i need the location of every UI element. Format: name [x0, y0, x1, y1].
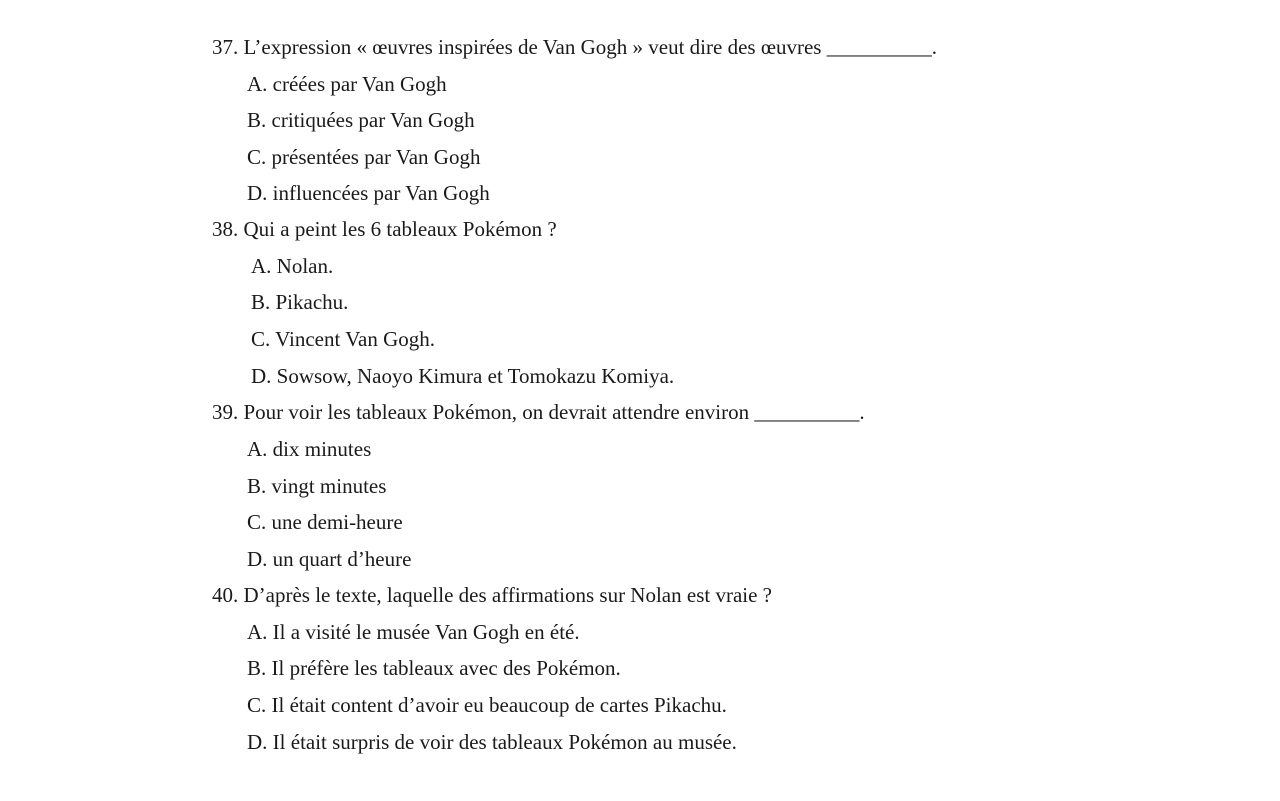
question-37: 37. L’expression « œuvres inspirées de Van Gogh » veut dire des œuvres __________. [212, 35, 937, 59]
question-40-option-a: A. Il a visité le musée Van Gogh en été. [247, 620, 580, 644]
question-37-option-c: C. présentées par Van Gogh [247, 145, 481, 169]
question-37-option-b: B. critiquées par Van Gogh [247, 108, 475, 132]
question-39-option-c: C. une demi-heure [247, 510, 403, 534]
question-38-option-d: D. Sowsow, Naoyo Kimura et Tomokazu Komiya. [251, 364, 675, 388]
question-39: 39. Pour voir les tableaux Pokémon, on devrait attendre environ __________. [212, 400, 865, 424]
question-38: 38. Qui a peint les 6 tableaux Pokémon ? [212, 217, 557, 241]
question-38-option-c: C. Vincent Van Gogh. [251, 327, 436, 351]
question-40: 40. D’après le texte, laquelle des affirmations sur Nolan est vraie ? [212, 583, 772, 607]
question-38-option-a: A. Nolan. [251, 254, 334, 278]
question-37-option-a: A. créées par Van Gogh [247, 72, 447, 96]
question-40-option-c: C. Il était content d’avoir eu beaucoup de cartes Pikachu. [247, 693, 727, 717]
question-37-option-d: D. influencées par Van Gogh [247, 181, 490, 205]
question-40-option-b: B. Il préfère les tableaux avec des Pokémon. [247, 656, 621, 680]
question-39-option-a: A. dix minutes [247, 437, 372, 461]
question-40-option-d: D. Il était surpris de voir des tableaux Pokémon au musée. [247, 730, 737, 754]
question-38-option-b: B. Pikachu. [251, 290, 349, 314]
question-39-option-d: D. un quart d’heure [247, 547, 412, 571]
question-39-option-b: B. vingt minutes [247, 474, 387, 498]
